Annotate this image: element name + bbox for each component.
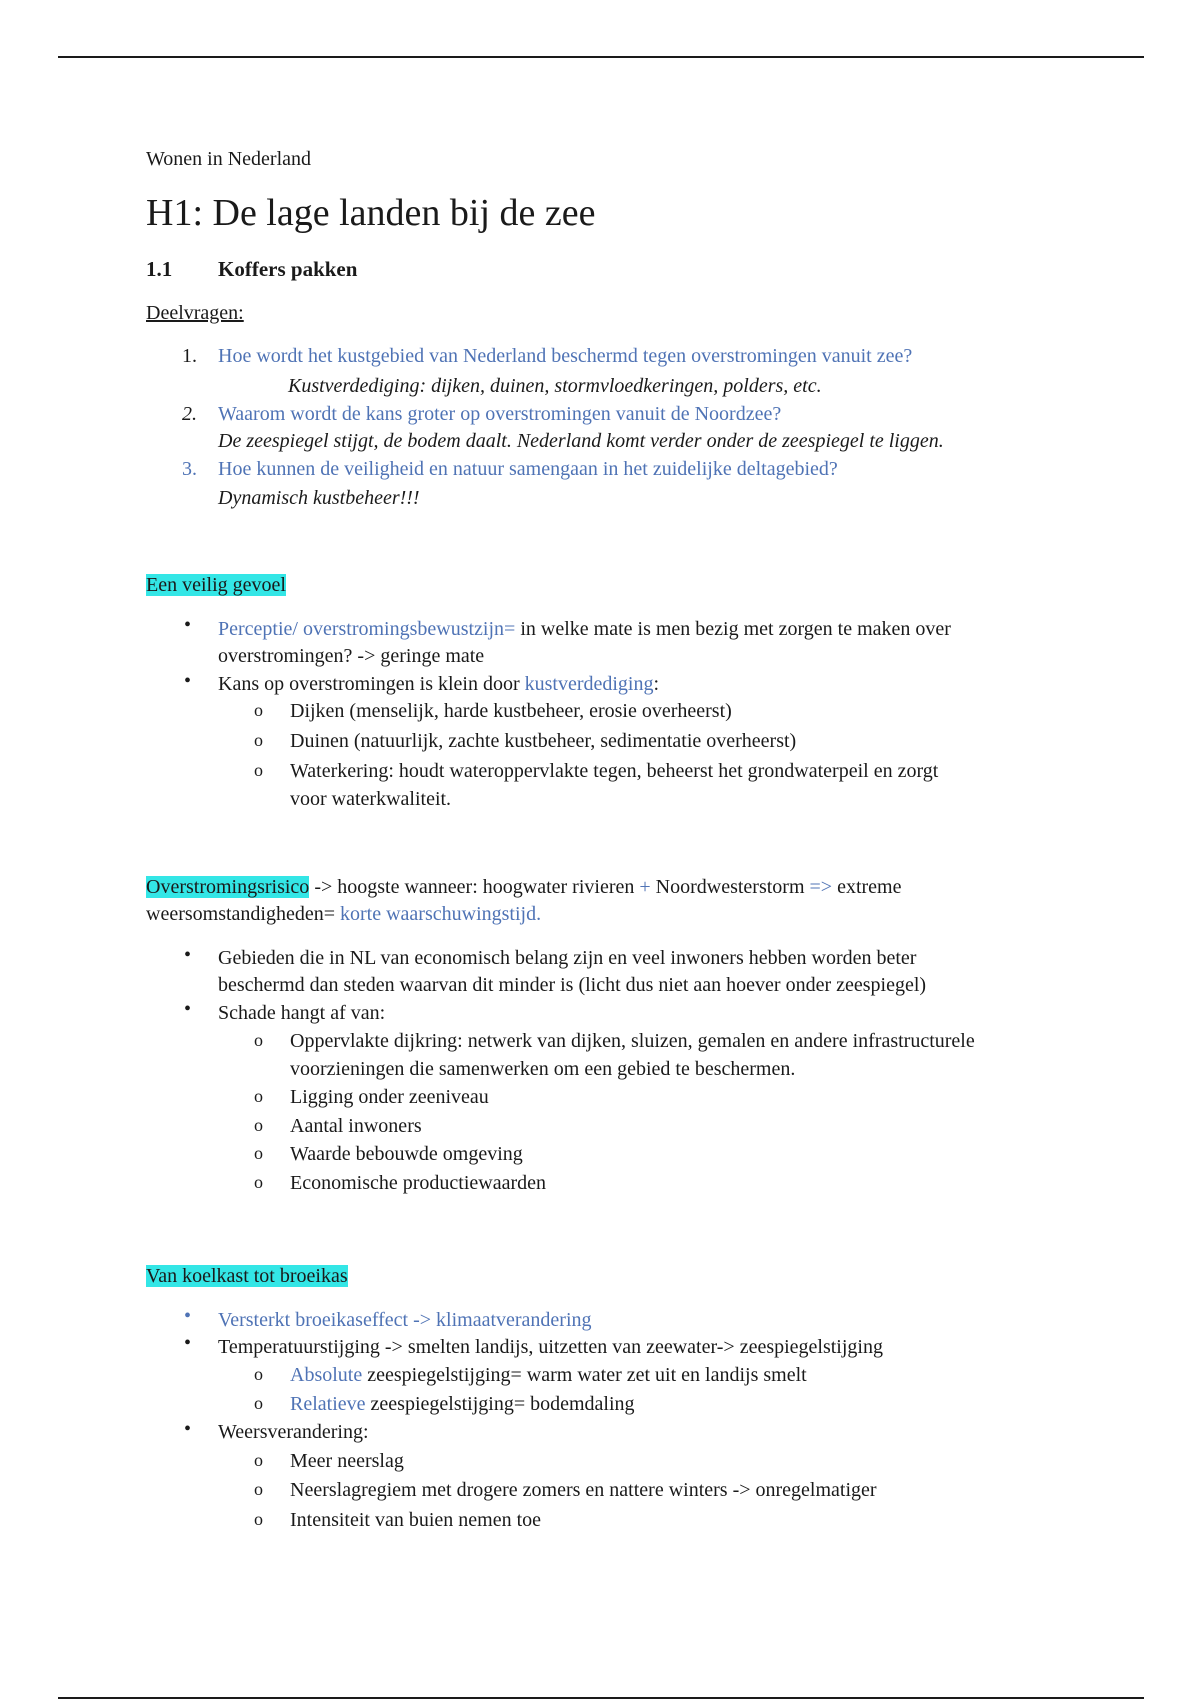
list-item: Temperatuurstijging -> smelten landijs, uitzetten van zeewater-> zeespiegelstijging <box>218 1336 883 1358</box>
overstromingsrisico-line <box>146 874 901 900</box>
term: Perceptie/ overstromingsbewustzijn= <box>218 618 516 640</box>
text: extreme <box>832 876 902 898</box>
heading-highlight: Van koelkast tot broeikas <box>146 1265 348 1287</box>
sub-list-item: Duinen (natuurlijk, zachte kustbeheer, sedimentatie overheerst) <box>290 730 797 752</box>
text: zeespiegelstijging= warm water zet uit en landijs smelt <box>362 1364 807 1386</box>
bullet-icon: • <box>184 944 192 966</box>
sub-list-item: Waterkering: houdt wateroppervlakte tegen, beheerst het grondwaterpeil en zorgt <box>290 760 939 782</box>
text: in welke mate is men bezig met zorgen te maken over <box>515 618 951 640</box>
footer-rule <box>58 1697 1144 1699</box>
list-item-continuation: overstromingen? -> geringe mate <box>218 645 485 667</box>
header-rule <box>58 56 1144 58</box>
bullet-icon: • <box>184 1418 192 1440</box>
circle-bullet-icon: o <box>254 1030 263 1050</box>
circle-bullet-icon: o <box>254 1364 263 1384</box>
section-title: Koffers pakken <box>218 257 358 281</box>
circle-bullet-icon: o <box>254 1086 263 1106</box>
question-number: 3. <box>182 458 197 480</box>
sub-list-item: Oppervlakte dijkring: netwerk van dijken, sluizen, gemalen en andere infrastructurele <box>290 1030 975 1052</box>
circle-bullet-icon: o <box>254 760 263 780</box>
heading-highlight: Overstromingsrisico <box>146 876 310 898</box>
term: Absolute <box>290 1364 363 1386</box>
bullet-icon: • <box>184 1305 192 1327</box>
term: Relatieve <box>290 1393 366 1415</box>
text: Noordwesterstorm <box>650 876 810 898</box>
sub-list-item: Neerslagregiem met drogere zomers en nattere winters -> onregelmatiger <box>290 1479 877 1501</box>
heading-highlight: Een veilig gevoel <box>146 574 286 596</box>
text: weersomstandigheden= <box>146 903 336 925</box>
question-number: 2. <box>182 403 197 425</box>
list-item: Gebieden die in NL van economisch belang zijn en veel inwoners hebben worden beter <box>218 947 917 969</box>
circle-bullet-icon: o <box>254 1450 263 1470</box>
circle-bullet-icon: o <box>254 1115 263 1135</box>
bullet-icon: • <box>184 1332 192 1354</box>
section-number: 1.1 <box>146 257 173 281</box>
list-item: Weersverandering: <box>218 1421 369 1443</box>
circle-bullet-icon: o <box>254 1172 263 1192</box>
bullet-icon: • <box>184 614 192 636</box>
sub-list-item: Aantal inwoners <box>290 1115 422 1137</box>
answer-text: Kustverdediging: dijken, duinen, stormvloedkeringen, polders, etc. <box>288 375 822 397</box>
list-item <box>218 671 659 697</box>
sub-list-item-continuation: voorzieningen die samenwerken om een gebied te beschermen. <box>290 1058 796 1080</box>
sub-list-item <box>290 1362 807 1388</box>
section-heading-koelkast-broeikas <box>146 1263 348 1289</box>
question-text: Hoe wordt het kustgebied van Nederland beschermd tegen overstromingen vanuit zee? <box>218 345 913 367</box>
question-text: Hoe kunnen de veiligheid en natuur samengaan in het zuidelijke deltagebied? <box>218 458 838 480</box>
circle-bullet-icon: o <box>254 1479 263 1499</box>
sub-list-item: Ligging onder zeeniveau <box>290 1086 489 1108</box>
section-heading-veilig-gevoel <box>146 572 286 598</box>
deelvragen-label: Deelvragen: <box>146 302 244 324</box>
question-text: Waarom wordt de kans groter op overstromingen vanuit de Noordzee? <box>218 403 782 425</box>
bullet-icon: • <box>184 998 192 1020</box>
arrow-symbol: => <box>809 876 833 898</box>
sub-list-item: Dijken (menselijk, harde kustbeheer, erosie overheerst) <box>290 700 732 722</box>
list-item-continuation: beschermd dan steden waarvan dit minder is (licht dus niet aan hoever onder zeespiegel) <box>218 974 927 996</box>
circle-bullet-icon: o <box>254 1143 263 1163</box>
sub-list-item: Economische productiewaarden <box>290 1172 547 1194</box>
overstromingsrisico-line-2 <box>146 901 541 927</box>
subject-label: Wonen in Nederland <box>146 148 311 170</box>
plus-symbol: + <box>639 876 651 898</box>
list-item <box>218 616 951 642</box>
answer-text: De zeespiegel stijgt, de bodem daalt. Nederland komt verder onder de zeespiegel te liggen. <box>218 430 944 452</box>
chapter-title: H1: De lage landen bij de zee <box>146 192 596 234</box>
list-item: Versterkt broeikaseffect -> klimaatverandering <box>218 1309 592 1331</box>
text: zeespiegelstijging= bodemdaling <box>365 1393 635 1415</box>
list-item: Schade hangt af van: <box>218 1002 386 1024</box>
sub-list-item-continuation: voor waterkwaliteit. <box>290 788 452 810</box>
circle-bullet-icon: o <box>254 1509 263 1529</box>
question-number: 1. <box>182 345 197 367</box>
term: kustverdediging <box>524 673 654 695</box>
circle-bullet-icon: o <box>254 1393 263 1413</box>
text: -> hoogste wanneer: hoogwater rivieren <box>309 876 640 898</box>
answer-text: Dynamisch kustbeheer!!! <box>218 487 420 509</box>
sub-list-item: Intensiteit van buien nemen toe <box>290 1509 542 1531</box>
text: Kans op overstromingen is klein door <box>218 673 525 695</box>
circle-bullet-icon: o <box>254 700 263 720</box>
sub-list-item: Waarde bebouwde omgeving <box>290 1143 523 1165</box>
term: korte waarschuwingstijd. <box>335 903 542 925</box>
sub-list-item: Meer neerslag <box>290 1450 404 1472</box>
sub-list-item <box>290 1391 635 1417</box>
text: : <box>653 673 660 695</box>
circle-bullet-icon: o <box>254 730 263 750</box>
bullet-icon: • <box>184 670 192 692</box>
